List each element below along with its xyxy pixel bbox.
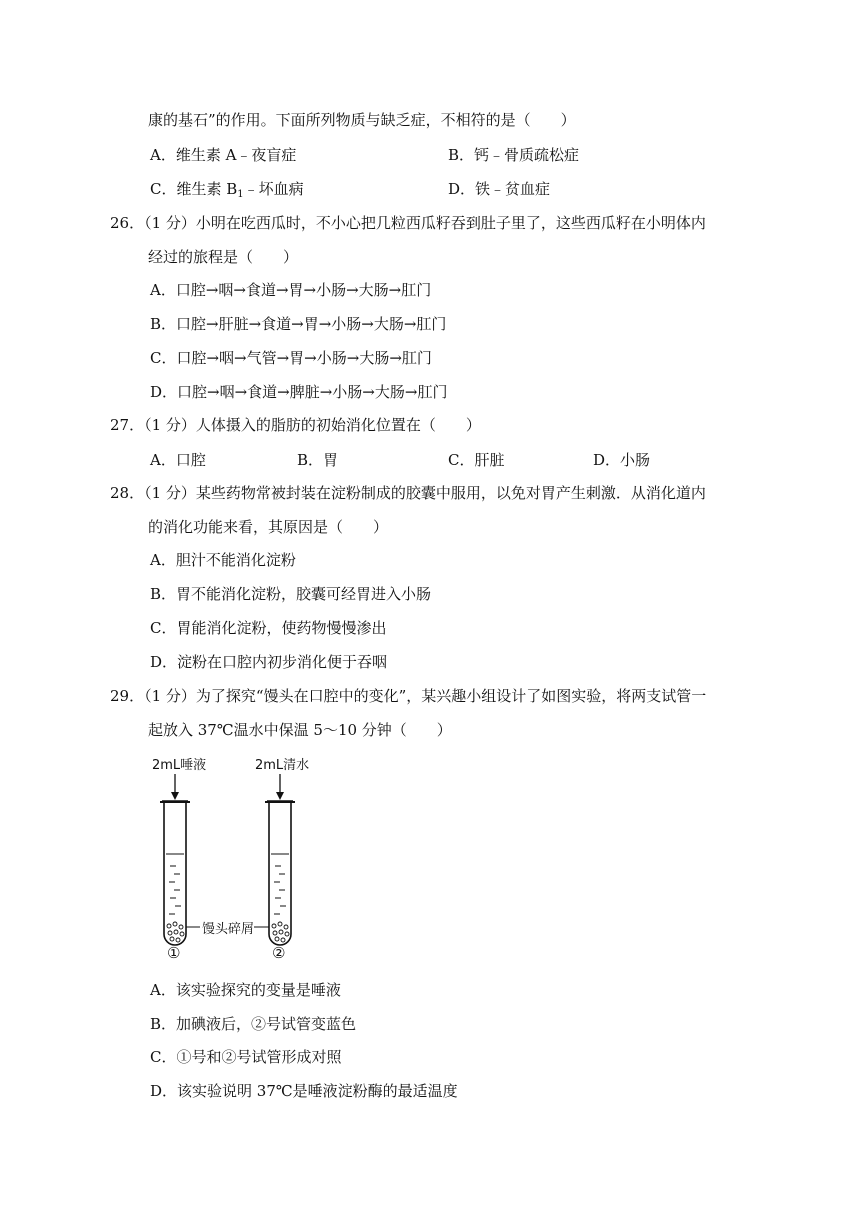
q28-stem-line1: 28．（1 分）某些药物常被封装在淀粉制成的胶囊中服用，以免对胃产生刺激．从消化道内 [110,484,706,502]
q29-option-d: D．该实验说明 37℃是唾液淀粉酶的最适温度 [150,1082,458,1100]
q28-stem-line2: 的消化功能来看，其原因是（ ） [148,518,389,536]
q25-option-b: B．钙﹣骨质疏松症 [448,146,580,164]
q26-stem-line2: 经过的旅程是（ ） [148,248,299,266]
q27-option-b: B．胃 [297,451,339,469]
q28-option-d: D．淀粉在口腔内初步消化便于吞咽 [150,653,388,671]
q27-stem: 27．（1 分）人体摄入的脂肪的初始消化位置在（ ） [110,416,481,434]
q26-option-b: B．口腔→肝脏→食道→胃→小肠→大肠→肛门 [150,315,447,333]
q29-option-b: B．加碘液后，②号试管变蓝色 [150,1015,357,1033]
figure-tube-2-label: ② [272,944,286,962]
q27-option-a: A．口腔 [150,451,206,469]
q27-option-d: D．小肠 [593,451,651,469]
q27-option-c: C．肝脏 [448,451,505,469]
q25-option-c-subscript: 1 [237,189,244,200]
q25-option-c [150,179,304,205]
q25-option-d: D．铁﹣贫血症 [448,180,551,198]
q25-option-c-suffix: ﹣坏血病 [243,180,304,198]
q29-option-c: C．①号和②号试管形成对照 [150,1048,342,1066]
q28-option-c: C．胃能消化淀粉，使药物慢慢渗出 [150,619,387,637]
q25-stem-continuation: 康的基石”的作用。下面所列物质与缺乏症，不相符的是（ ） [148,111,576,129]
figure-label-saliva: 2mL唾液 [152,758,207,773]
q28-option-b: B．胃不能消化淀粉，胶囊可经胃进入小肠 [150,585,432,603]
q25-option-a: A．维生素 A﹣夜盲症 [150,146,297,164]
test-tube-figure [150,754,310,964]
figure-tube-1-label: ① [167,944,181,962]
q25-option-c-prefix: C．维生素 B [150,180,238,198]
q29-stem-line2: 起放入 37℃温水中保温 5～10 分钟（ ） [148,721,452,739]
q26-option-c: C．口腔→咽→气管→胃→小肠→大肠→肛门 [150,349,432,367]
q28-option-a: A．胆汁不能消化淀粉 [150,551,296,569]
figure-label-bread-crumbs: 馒头碎屑 [202,922,255,937]
q26-option-a: A．口腔→咽→食道→胃→小肠→大肠→肛门 [150,281,432,299]
q26-option-d: D．口腔→咽→食道→脾脏→小肠→大肠→肛门 [150,383,448,401]
q26-stem-line1: 26．（1 分）小明在吃西瓜时，不小心把几粒西瓜籽吞到肚子里了，这些西瓜籽在小明体内 [110,214,706,232]
q29-option-a: A．该实验探究的变量是唾液 [150,981,341,999]
q29-stem-line1: 29．（1 分）为了探究“馒头在口腔中的变化”，某兴趣小组设计了如图实验，将两支试管一 [110,687,707,705]
figure-label-water: 2mL清水 [255,758,310,773]
